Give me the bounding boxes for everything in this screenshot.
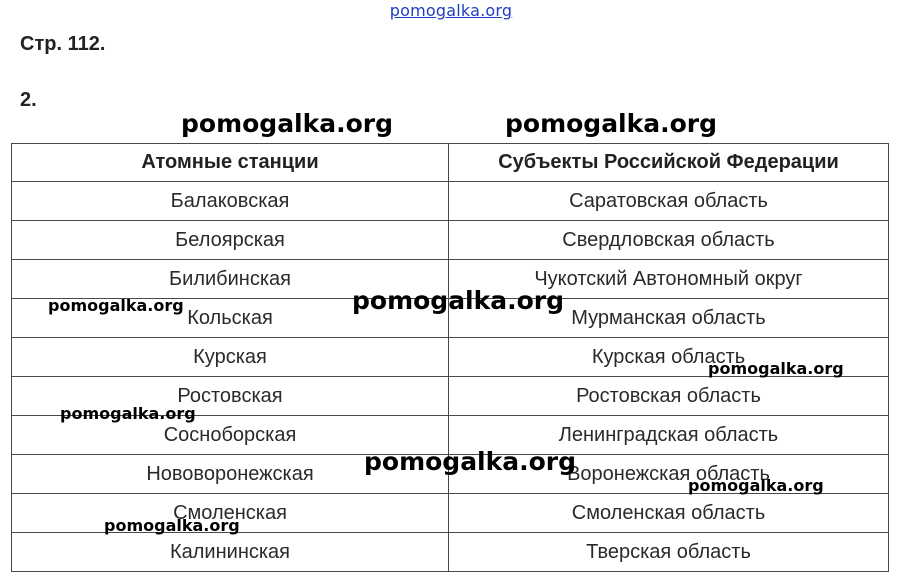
table-row — [12, 221, 889, 260]
station-cell: Сосноборская — [12, 416, 449, 455]
region-cell: Курская область — [449, 338, 889, 377]
watermark-row5-right: pomogalka.org — [708, 359, 844, 378]
watermark-row8-center: pomogalka.org — [364, 447, 577, 476]
table-row — [12, 182, 889, 221]
header-regions: Субъекты Российской Федерации — [449, 144, 889, 182]
watermark-row8-right: pomogalka.org — [688, 476, 824, 495]
region-cell: Воронежская область — [449, 455, 889, 494]
region-cell: Мурманская область — [449, 299, 889, 338]
station-cell: Кольская — [12, 299, 449, 338]
station-cell: Курская — [12, 338, 449, 377]
station-cell: Смоленская — [12, 494, 449, 533]
watermark-header-right: pomogalka.org — [505, 109, 718, 138]
region-cell: Ленинградская область — [449, 416, 889, 455]
page-reference: Стр. 112. — [20, 33, 106, 55]
region-cell: Смоленская область — [449, 494, 889, 533]
region-cell: Чукотский Автономный округ — [449, 260, 889, 299]
header-stations: Атомные станции — [12, 144, 449, 182]
table-header-row — [12, 144, 889, 182]
region-cell: Свердловская область — [449, 221, 889, 260]
watermark-row6-left: pomogalka.org — [60, 404, 196, 423]
watermark-header-left: pomogalka.org — [181, 109, 394, 138]
station-cell: Нововоронежская — [12, 455, 449, 494]
station-cell: Билибинская — [12, 260, 449, 299]
watermark-row9-left: pomogalka.org — [104, 516, 240, 535]
station-cell: Балаковская — [12, 182, 449, 221]
watermark-row4-center: pomogalka.org — [352, 286, 565, 315]
region-cell: Тверская область — [449, 533, 889, 572]
stations-table — [11, 143, 889, 572]
station-cell: Калининская — [12, 533, 449, 572]
region-cell: Саратовская область — [449, 182, 889, 221]
task-number: 2. — [20, 89, 37, 111]
station-cell: Белоярская — [12, 221, 449, 260]
station-cell: Ростовская — [12, 377, 449, 416]
watermark-row4-left: pomogalka.org — [48, 296, 184, 315]
region-cell: Ростовская область — [449, 377, 889, 416]
top-watermark-link[interactable]: pomogalka.org — [389, 1, 513, 20]
table-row — [12, 533, 889, 572]
